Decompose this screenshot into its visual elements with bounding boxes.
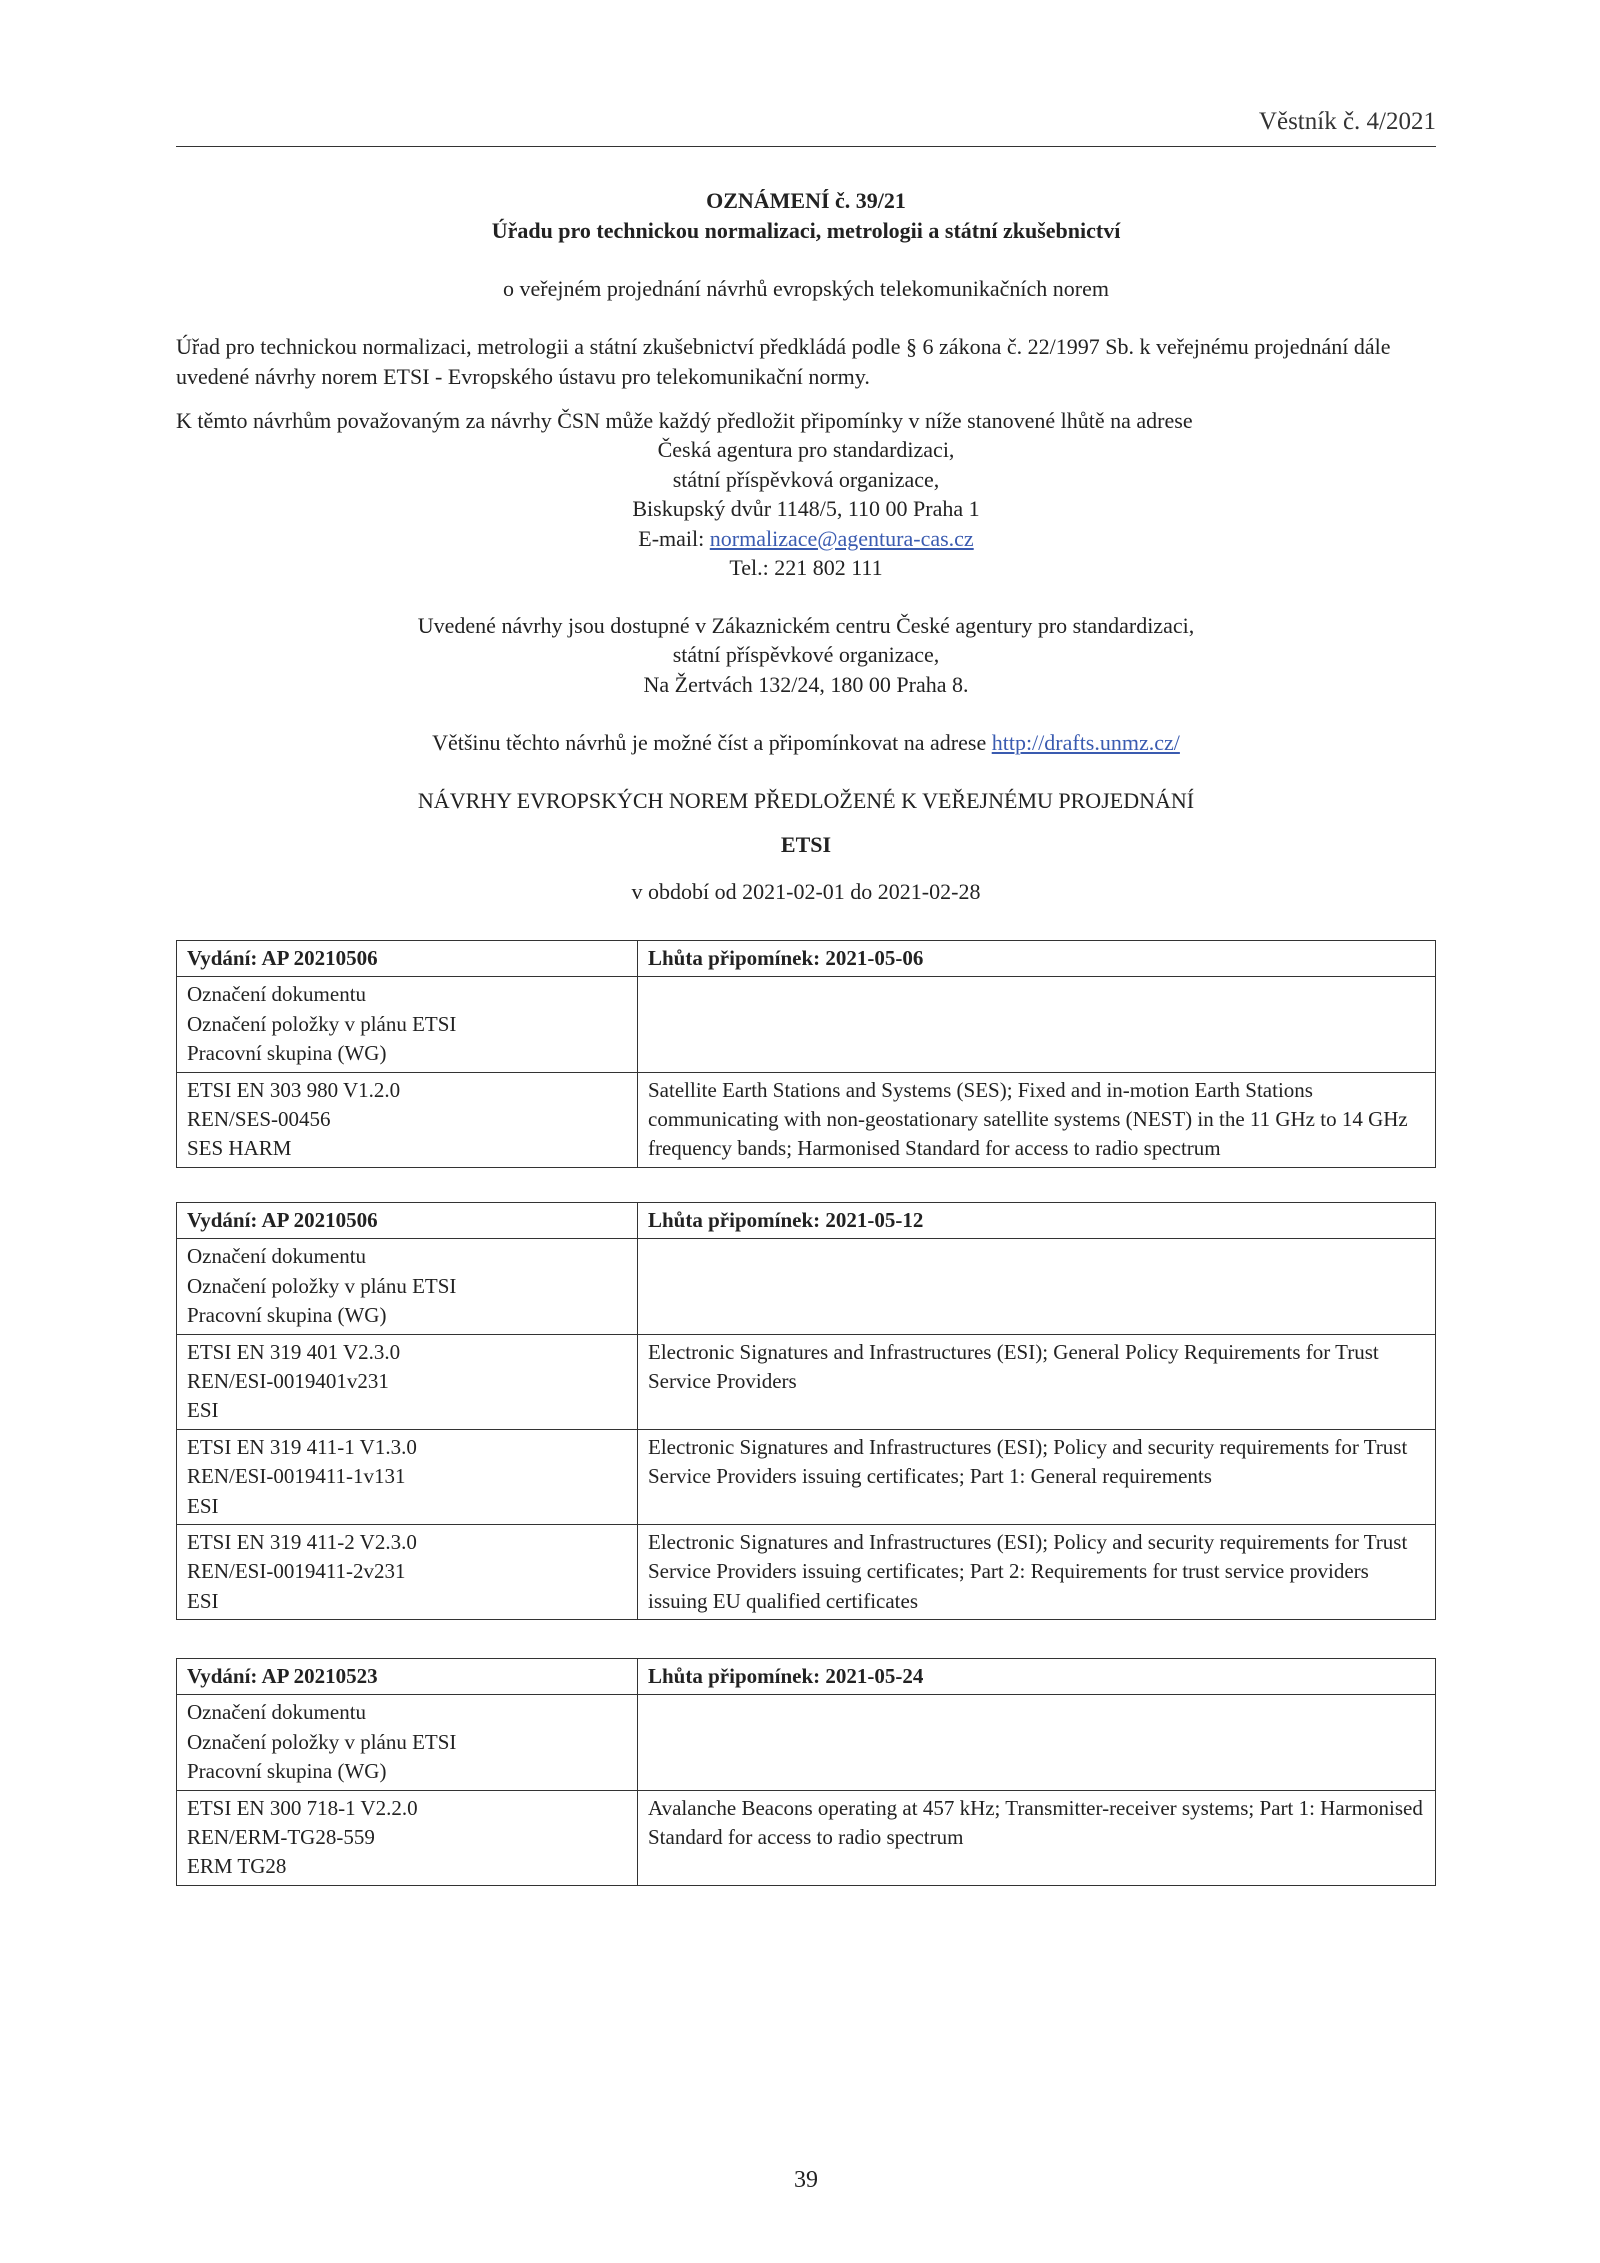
label-wg: Pracovní skupina (WG) bbox=[187, 1759, 387, 1784]
address-line-3: Biskupský dvůr 1148/5, 110 00 Praha 1 bbox=[632, 496, 980, 522]
address-line-1: Česká agentura pro standardizaci, bbox=[657, 437, 955, 463]
page-header bbox=[176, 108, 1436, 147]
doc-cell bbox=[177, 1429, 638, 1524]
drafts-heading: NÁVRHY EVROPSKÝCH NOREM PŘEDLOŽENÉ K VEŘEJNÉMU PROJEDNÁNÍ bbox=[417, 788, 1195, 813]
table-row bbox=[177, 1790, 1436, 1885]
title-cell: Electronic Signatures and Infrastructures (ESI); General Policy Requirements for Trust Service Providers bbox=[638, 1334, 1436, 1429]
table-row bbox=[177, 1525, 1436, 1620]
doc-id: ETSI EN 319 411-2 V2.3.0 bbox=[187, 1530, 417, 1555]
labels-cell bbox=[177, 1695, 638, 1790]
doc-id: ETSI EN 300 718-1 V2.2.0 bbox=[187, 1795, 418, 1820]
email-line bbox=[176, 524, 1436, 553]
item-id: REN/SES-00456 bbox=[187, 1107, 331, 1132]
page-number: 39 bbox=[794, 2167, 818, 2193]
read-text: Většinu těchto návrhů je možné číst a připomínkovat na adrese bbox=[432, 730, 992, 755]
doc-cell bbox=[177, 1525, 638, 1620]
label-item: Označení položky v plánu ETSI bbox=[187, 1729, 457, 1754]
table-row bbox=[177, 1429, 1436, 1524]
label-item: Označení položky v plánu ETSI bbox=[187, 1011, 457, 1036]
notice-number: OZNÁMENÍ č. 39/21 bbox=[706, 188, 906, 213]
org-heading: ETSI bbox=[780, 832, 832, 857]
empty-cell bbox=[638, 1239, 1436, 1334]
wg-id: ERM TG28 bbox=[187, 1854, 287, 1879]
edition-cell: Vydání: AP 20210506 bbox=[177, 941, 638, 977]
doc-id: ETSI EN 303 980 V1.2.0 bbox=[187, 1077, 401, 1102]
title-cell: Satellite Earth Stations and Systems (SES); Fixed and in-motion Earth Stations communicating with non-geostationary satellite systems (NEST) in the 11 GHz to 14 GHz frequency bands; Harmonised Standard for access to radio spectrum bbox=[638, 1072, 1436, 1167]
title-cell: Electronic Signatures and Infrastructures (ESI); Policy and security requirements for Trust Service Providers issuing certificates; Part 2: Requirements for trust service providers issuing EU qualified certificates bbox=[638, 1525, 1436, 1620]
label-document: Označení dokumentu bbox=[187, 1700, 367, 1725]
deadline-cell: Lhůta připomínek: 2021-05-12 bbox=[638, 1203, 1436, 1239]
availability-line-2: státní příspěvkové organizace, bbox=[672, 642, 940, 668]
read-line bbox=[176, 728, 1436, 758]
notice-subject: o veřejném projednání návrhů evropských telekomunikačních norem bbox=[502, 276, 1110, 301]
label-item: Označení položky v plánu ETSI bbox=[187, 1273, 457, 1298]
tel-line: Tel.: 221 802 111 bbox=[729, 555, 883, 581]
item-id: REN/ERM-TG28-559 bbox=[187, 1825, 375, 1850]
deadline-cell: Lhůta připomínek: 2021-05-06 bbox=[638, 941, 1436, 977]
notice-title bbox=[176, 186, 1436, 246]
address-line-2: státní příspěvková organizace, bbox=[672, 466, 940, 492]
drafts-link[interactable]: http://drafts.unmz.cz/ bbox=[991, 730, 1180, 755]
issue-label: Věstník č. 4/2021 bbox=[1258, 108, 1436, 135]
availability-line-3: Na Žertvách 132/24, 180 00 Praha 8. bbox=[643, 671, 969, 697]
title-cell: Electronic Signatures and Infrastructures (ESI); Policy and security requirements for Trust Service Providers issuing certificates; Part 1: General requirements bbox=[638, 1429, 1436, 1524]
empty-cell bbox=[638, 1695, 1436, 1790]
intro-paragraph: Úřad pro technickou normalizaci, metrologii a státní zkušebnictví předkládá podle § 6 zákona č. 22/1997 Sb. k veřejnému projednání dále uvedené návrhy norem ETSI - Evropského ústavu pro telekomunikační normy. bbox=[176, 334, 1391, 389]
label-wg: Pracovní skupina (WG) bbox=[187, 1041, 387, 1066]
item-id: REN/ESI-0019411-1v131 bbox=[187, 1464, 406, 1489]
period-line: v období od 2021-02-01 do 2021-02-28 bbox=[631, 879, 981, 904]
doc-cell bbox=[177, 1072, 638, 1167]
title-cell: Avalanche Beacons operating at 457 kHz; Transmitter-receiver systems; Part 1: Harmonised Standard for access to radio spectrum bbox=[638, 1790, 1436, 1885]
labels-cell bbox=[177, 1239, 638, 1334]
notice-office: Úřadu pro technickou normalizaci, metrologii a státní zkušebnictví bbox=[491, 218, 1121, 243]
edition-cell: Vydání: AP 20210523 bbox=[177, 1659, 638, 1695]
draft-table bbox=[176, 1658, 1436, 1886]
table-row bbox=[177, 1072, 1436, 1167]
email-label: E-mail: bbox=[638, 525, 710, 551]
label-document: Označení dokumentu bbox=[187, 1244, 367, 1269]
wg-id: ESI bbox=[187, 1493, 219, 1518]
edition-cell: Vydání: AP 20210506 bbox=[177, 1203, 638, 1239]
wg-id: ESI bbox=[187, 1588, 219, 1613]
comments-block bbox=[176, 406, 1436, 582]
doc-id: ETSI EN 319 411-1 V1.3.0 bbox=[187, 1434, 417, 1459]
doc-cell bbox=[177, 1334, 638, 1429]
availability-block bbox=[176, 611, 1436, 699]
doc-id: ETSI EN 319 401 V2.3.0 bbox=[187, 1339, 401, 1364]
table-row bbox=[177, 1334, 1436, 1429]
availability-line-1: Uvedené návrhy jsou dostupné v Zákaznickém centru České agentury pro standardizaci, bbox=[417, 613, 1195, 638]
draft-table bbox=[176, 940, 1436, 1168]
labels-cell bbox=[177, 977, 638, 1072]
draft-table bbox=[176, 1202, 1436, 1620]
label-document: Označení dokumentu bbox=[187, 982, 367, 1007]
deadline-cell: Lhůta připomínek: 2021-05-24 bbox=[638, 1659, 1436, 1695]
empty-cell bbox=[638, 977, 1436, 1072]
wg-id: ESI bbox=[187, 1398, 219, 1423]
email-link[interactable]: normalizace@agentura-cas.cz bbox=[709, 525, 974, 551]
item-id: REN/ESI-0019411-2v231 bbox=[187, 1559, 406, 1584]
label-wg: Pracovní skupina (WG) bbox=[187, 1303, 387, 1328]
comments-line: K těmto návrhům považovaným za návrhy ČSN může každý předložit připomínky v níže stanovené lhůtě na adrese bbox=[176, 408, 1193, 433]
item-id: REN/ESI-0019401v231 bbox=[187, 1369, 389, 1394]
wg-id: SES HARM bbox=[187, 1136, 292, 1161]
doc-cell bbox=[177, 1790, 638, 1885]
